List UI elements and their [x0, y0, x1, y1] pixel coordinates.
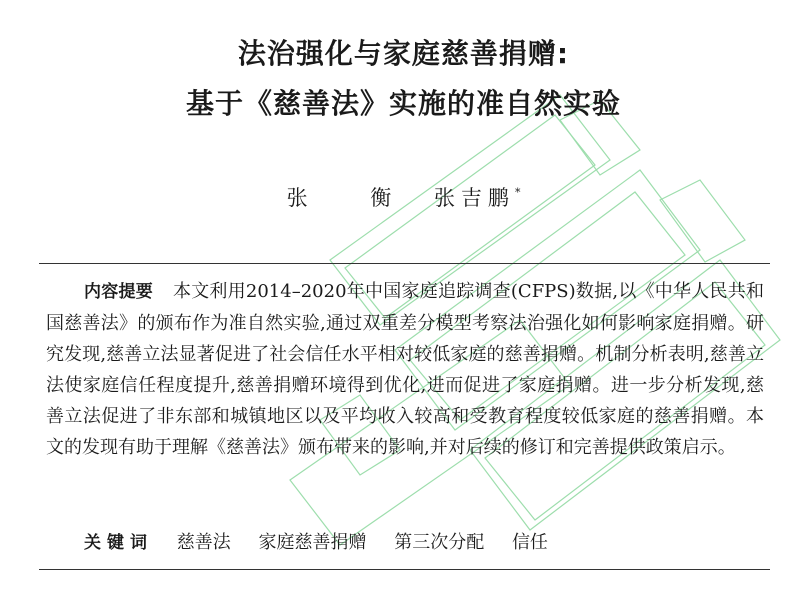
top-rule: [39, 263, 770, 264]
keyword-item: 第三次分配: [394, 532, 485, 553]
keyword-item: 家庭慈善捐赠: [258, 532, 367, 553]
paper-title-line1: 法治强化与家庭慈善捐赠:: [237, 37, 570, 70]
author-name: 张吉鹏: [433, 186, 515, 210]
abstract-label: 内容提要: [84, 282, 153, 302]
authors: [0, 182, 807, 212]
bottom-rule: [39, 569, 770, 570]
paper-title-line2: 基于《慈善法》实施的准自然实验: [185, 87, 621, 120]
keyword-item: 信任: [511, 532, 548, 553]
author-footnote-mark: *: [514, 186, 521, 199]
author-zhang-heng: 张 衡: [286, 186, 420, 210]
abstract-text: 本文利用2014–2020年中国家庭追踪调查(CFPS)数据,以《中华人民共和国慈善法》的颁布作为准自然实验,通过双重差分模型考察法治强化如何影响家庭捐赠。研究发现,慈善立法显著促进了社会信任水平相对较低家庭的慈善捐赠。机制分析表明,慈善立法使家庭信任程度提升,慈善捐赠环境得到优化,进而促进了家庭捐赠。进一步分析发现,慈善立法促进了非东部和城镇地区以及平均收入较高和受教育程度较低家庭的慈善捐赠。本文的发现有助于理解《慈善法》颁布带来的影响,并对后续的修订和完善提供政策启示。: [46, 281, 764, 458]
author-zhang-jipeng: [434, 182, 521, 212]
keywords: [84, 528, 570, 554]
abstract: [46, 276, 764, 463]
keyword-item: 慈善法: [176, 532, 231, 553]
keywords-label: 关键词: [84, 533, 153, 553]
